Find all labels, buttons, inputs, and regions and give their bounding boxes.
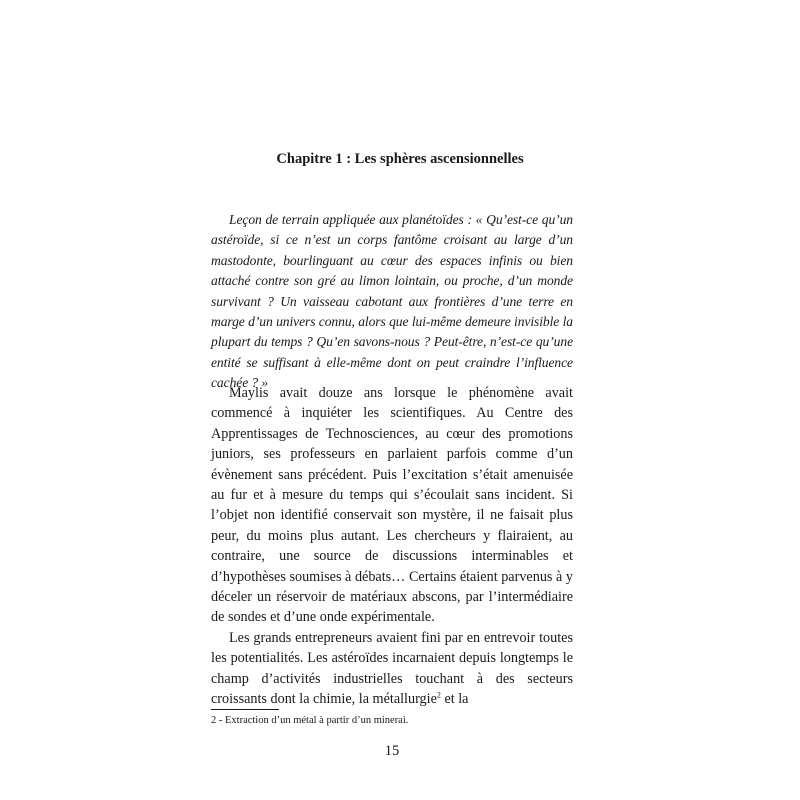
body-text — [211, 383, 573, 710]
footnote-divider — [211, 709, 279, 710]
paragraph-1: Maylis avait douze ans lorsque le phénomène avait commencé à inquiéter les scientifiques. Au Centre des Apprentissages de Technosciences, au cœur des promotions juniors, ses professeurs en parlaient parfois comme d’un évènement sans précédent. Puis l’excitation s’était amenuisée au fur et à mesure du temps qui s’écoulait sans incident. Si l’objet non identifié conservait son mystère, il ne faisait plus peur, du moins plus autant. Les chercheurs y flairaient, au contraire, une source de discussions interminables et d’hypothèses soumises à débats… Certains étaient parvenus à y déceler un réservoir de matériaux abscons, par l’intermédiaire de sondes et d’une onde expérimentale. — [211, 385, 573, 626]
paragraph-2-text: Les grands entrepreneurs avaient fini par en entrevoir toutes les potentialités. Les astéroïdes incarnaient depuis longtemps le champ d’activités industrielles touchant à des secteurs croissants dont la chimie, la métallurgie — [211, 629, 573, 708]
chapter-title: Chapitre 1 : Les sphères ascensionnelles — [276, 151, 524, 167]
paragraph-2-tail: et la — [440, 691, 469, 708]
epigraph: Leçon de terrain appliquée aux planétoïdes : « Qu’est-ce qu’un astéroïde, si ce n’est un corps fantôme croisant au large d’un mastodonte, bourlinguant au cœur des espaces infinis ou bien attaché contre son gré au limon lointain, ou proche, d’un monde survivant ? Un vaisseau cabotant aux frontières d’une terre en marge d’un univers connu, alors que lui-même demeure invisible la plupart du temps ? Qu’en savons-nous ? Peut-être, n’est-ce qu’une entité se suffisant à elle-même dont on peut craindre l’influence cachée ? » — [211, 212, 573, 391]
footnote-reference: 2 — [436, 690, 441, 700]
page-number: 15 — [384, 743, 400, 759]
paragraph-2 — [211, 628, 573, 710]
footnote: 2 - Extraction d’un métal à partir d’un minerai. — [211, 715, 409, 726]
